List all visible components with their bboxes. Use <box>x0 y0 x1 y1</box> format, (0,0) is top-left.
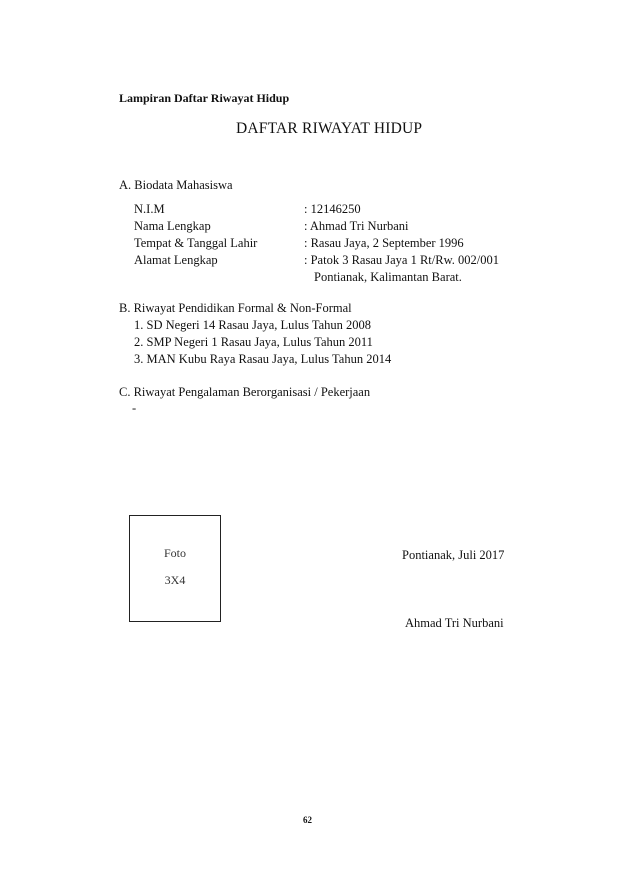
section-c-heading: C. Riwayat Pengalaman Berorganisasi / Pekerjaan <box>119 385 371 399</box>
page-number: 62 <box>303 815 312 825</box>
attachment-label: Lampiran Daftar Riwayat Hidup <box>119 91 290 105</box>
photo-label: Foto <box>163 546 186 560</box>
signature-place-date: Pontianak, Juli 2017 <box>402 548 505 562</box>
education-item: 3. MAN Kubu Raya Rasau Jaya, Lulus Tahun 2014 <box>134 352 392 366</box>
education-item: 1. SD Negeri 14 Rasau Jaya, Lulus Tahun 2008 <box>134 318 372 332</box>
address-value: : Patok 3 Rasau Jaya 1 Rt/Rw. 002/001 <box>304 253 500 267</box>
birth-label: Tempat & Tanggal Lahir <box>134 236 258 250</box>
photo-size-label: 3X4 <box>164 573 186 587</box>
nim-label: N.I.M <box>134 202 165 216</box>
full-name-value: : Ahmad Tri Nurbani <box>304 219 409 233</box>
section-a-heading: A. Biodata Mahasiswa <box>119 178 233 192</box>
education-item: 2. SMP Negeri 1 Rasau Jaya, Lulus Tahun 2011 <box>134 335 373 349</box>
signature-name: Ahmad Tri Nurbani <box>405 616 504 630</box>
birth-value: : Rasau Jaya, 2 September 1996 <box>304 236 464 250</box>
address-line2: Pontianak, Kalimantan Barat. <box>314 270 462 284</box>
full-name-label: Nama Lengkap <box>134 219 211 233</box>
organization-item: - <box>132 401 137 415</box>
section-b-heading: B. Riwayat Pendidikan Formal & Non-Formal <box>119 301 352 315</box>
photo-placeholder <box>129 515 221 622</box>
nim-value: : 12146250 <box>304 202 361 216</box>
address-label: Alamat Lengkap <box>134 253 218 267</box>
page-title: DAFTAR RIWAYAT HIDUP <box>236 120 423 137</box>
